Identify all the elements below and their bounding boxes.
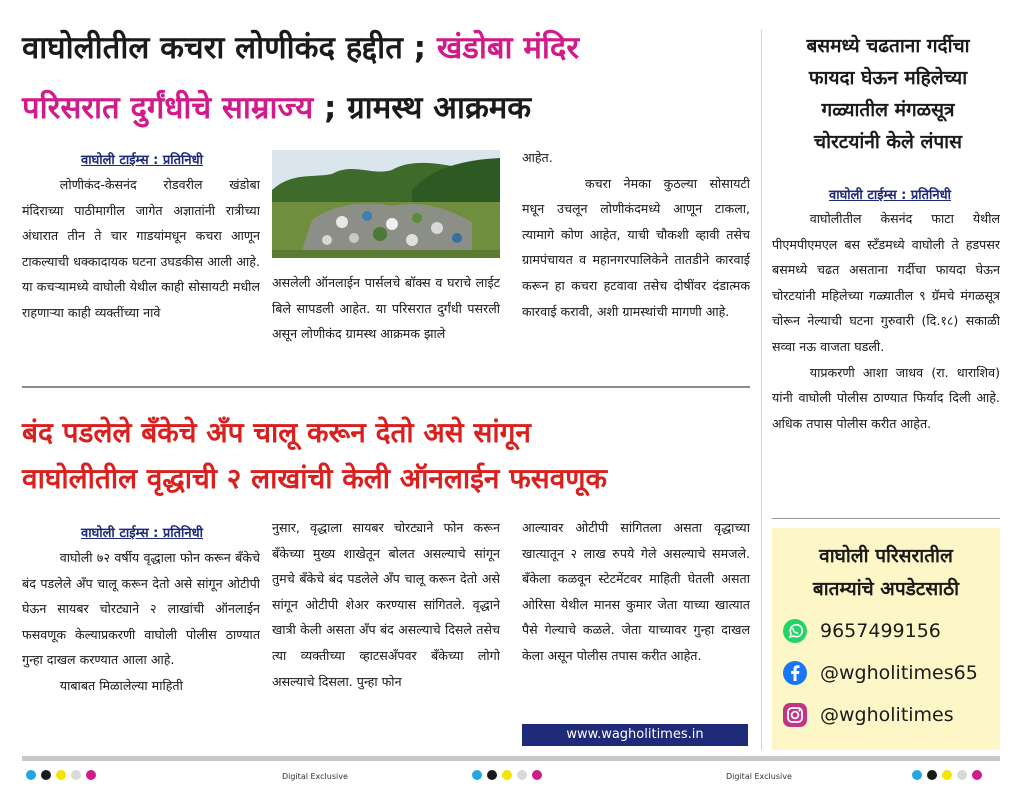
story1-column-3 bbox=[522, 145, 750, 380]
instagram-handle: @wgholitimes bbox=[820, 704, 954, 726]
contact-panel bbox=[772, 528, 1000, 750]
story2-col3-text: आल्यावर ओटीपी सांगितला असता वृद्धाच्या खात्यातून २ लाख रुपये गेले असल्याचे समजले. बँकेला कळवून स्टेटमेंटवर माहिती घेतली असता ओरिसा येथील मानस कुमार जेता याच्या खात्यात पैसे गेल्याचे कळले. जेता याच्यावर गुन्हा दाखल केला असून पोलीस तपास करीत आहेत. bbox=[522, 520, 750, 663]
story3-headline-line1: बसमध्ये चढताना गर्दीचा bbox=[806, 35, 970, 57]
story2-headline-line1: बंद पडलेले बँकेचे अँप चालू करून देतो असे सांगून bbox=[22, 416, 531, 449]
story1-headline-part-d: ; ग्रामस्थ आक्रमक bbox=[324, 90, 532, 126]
magenta-dot bbox=[86, 770, 96, 780]
contact-title-line1: वाघोली परिसरातील bbox=[819, 545, 953, 567]
story1-col1-text: लोणीकंद-केसनंद रोडवरील खंडोबा मंदिराच्या पाठीमागील जागेत अज्ञातांनी रात्रीच्या अंधारात तीन ते चार गाडयांमधून कचरा आणून टाकल्याची धक्कादायक घटना उघडकीस आली आहे. या कचऱ्यामध्ये वाघोली येथील काही सोसायटी मधील राहणाऱ्या काही व्यक्तींच्या नावे bbox=[22, 177, 260, 320]
instagram-icon bbox=[782, 702, 808, 728]
black-dot bbox=[487, 770, 497, 780]
story3-body-text-b: याप्रकरणी आशा जाधव (रा. धाराशिव) यांनी वाघोली पोलीस ठाण्यात फिर्याद दिली आहे. अधिक तपास पोलीस करीत आहेत. bbox=[772, 364, 1000, 431]
facebook-handle: @wgholitimes65 bbox=[820, 662, 978, 684]
whatsapp-row[interactable] bbox=[782, 618, 1000, 644]
story2-col2-text: नुसार, वृद्धाला सायबर चोरट्याने फोन करून बँकेच्या मुख्य शाखेतून बोलत असल्याचे सांगून तुमचे बँकेचे बंद पडलेले अँप चालू करून देतो असे सांगून ओटीपी शेअर करण्यास सांगितले. वृद्धाने खात्री केली असता अँप बंद असल्याचे दिसले तसेच त्या व्यक्तीच्या व्हाटसअँपवर बँकेच्या लोगो असल्याचे दिसला. पुन्हा फोन bbox=[272, 520, 500, 689]
garbage-dump-photo bbox=[272, 150, 500, 258]
website-url[interactable]: www.wagholitimes.in bbox=[522, 724, 748, 746]
color-dots-left bbox=[26, 770, 96, 780]
yellow-dot bbox=[942, 770, 952, 780]
story1-column-2 bbox=[272, 270, 500, 380]
story2-headline-line2: वाघोलीतील वृद्धाची २ लाखांची केली ऑनलाईन फसवणूक bbox=[22, 462, 608, 495]
story2-column-2 bbox=[272, 515, 500, 750]
whatsapp-icon bbox=[782, 618, 808, 644]
story1-col2-text: असलेली ऑनलाईन पार्सलचे बॉक्स व घराचे लाईट बिले सापडली आहेत. या परिसरात दुर्गंधी पसरली असून लोणीकंद ग्रामस्थ आक्रमक झाले bbox=[272, 275, 500, 342]
story2-column-1 bbox=[22, 545, 260, 750]
magenta-dot bbox=[532, 770, 542, 780]
sidebar-divider-bottom bbox=[772, 518, 1000, 519]
story3-headline-line4: चोरटयांनी केले लंपास bbox=[814, 131, 962, 153]
story3-body-text-a: वाघोलीतील केसनंद फाटा येथील पीएमपीएमएल बस स्टँडमध्ये वाघोली ते हडपसर बसमध्ये चढत असताना गर्दीचा फायदा घेऊन चोरटयांनी महिलेच्या गळ्यातील ९ ग्रॅमचे मंगळसूत्र चोरून नेल्याची घटना गुरुवारी (दि.१८) सकाळी सव्वा नऊ वाजता घडली. bbox=[772, 211, 1000, 354]
story3-headline bbox=[768, 30, 1008, 158]
story3-body bbox=[772, 206, 1000, 511]
story1-headline-part-c: परिसरात दुर्गंधीचे साम्राज्य bbox=[22, 90, 314, 126]
color-dots-right bbox=[912, 770, 982, 780]
story2-column-3 bbox=[522, 515, 750, 720]
story3-headline-line3: गळ्यातील मंगळसूत्र bbox=[821, 99, 955, 121]
facebook-icon bbox=[782, 660, 808, 686]
instagram-row[interactable] bbox=[782, 702, 1000, 728]
yellow-dot bbox=[502, 770, 512, 780]
whatsapp-number: 9657499156 bbox=[820, 620, 941, 642]
cyan-dot bbox=[26, 770, 36, 780]
footer-label-right: Digital Exclusive bbox=[726, 772, 792, 781]
footer-label-left: Digital Exclusive bbox=[282, 772, 348, 781]
story1-col3-text-b: कचरा नेमका कुठल्या सोसायटी मधून उचलून लोणीकंदमध्ये आणून टाकला, त्यामागे कोण आहेत, याची चौकशी व्हावी तसेच ग्रामपंचायत व महानगरपालिकेने तातडीने कारवाई करून हा कचरा हटवावा तसेच दोषींवर दंडात्मक कारवाई करावी, अशी ग्रामस्थांची मागणी आहे. bbox=[522, 175, 750, 319]
cyan-dot bbox=[472, 770, 482, 780]
cyan-dot bbox=[912, 770, 922, 780]
story3-headline-line2: फायदा घेऊन महिलेच्या bbox=[808, 67, 968, 89]
magenta-dot bbox=[972, 770, 982, 780]
sidebar-divider bbox=[761, 30, 762, 750]
color-dots-center bbox=[472, 770, 542, 780]
grey-dot bbox=[517, 770, 527, 780]
black-dot bbox=[41, 770, 51, 780]
grey-dot bbox=[71, 770, 81, 780]
story1-headline-line1 bbox=[22, 30, 579, 67]
black-dot bbox=[927, 770, 937, 780]
yellow-dot bbox=[56, 770, 66, 780]
story1-headline-part-b: खंडोबा मंदिर bbox=[436, 30, 580, 66]
section-divider bbox=[22, 386, 750, 388]
story2-col1-text-b: याबाबत मिळालेल्या माहिती bbox=[59, 677, 183, 693]
facebook-row[interactable] bbox=[782, 660, 1000, 686]
grey-dot bbox=[957, 770, 967, 780]
story2-col1-text-a: वाघोली ७२ वर्षीय वृद्धाला फोन करून बँकेचे बंद पडलेले अँप चालू करून देतो असे सांगून ओटीपी घेऊन सायबर चोरट्याने २ लाखांची ऑनलाईन फसवणूक केल्याप्रकरणी वाघोली पोलीस ठाण्यात गुन्हा दाखल करण्यात आला आहे. bbox=[22, 550, 260, 668]
story1-column-1 bbox=[22, 172, 260, 382]
story1-headline-part-a: वाघोलीतील कचरा लोणीकंद हद्दीत ; bbox=[22, 30, 427, 66]
footer-bar bbox=[22, 756, 1000, 761]
story1-byline: वाघोली टाईम्स : प्रतिनिधी bbox=[80, 153, 204, 168]
story2-byline: वाघोली टाईम्स : प्रतिनिधी bbox=[80, 526, 204, 541]
story1-col3-text-a: आहेत. bbox=[522, 150, 553, 165]
story1-headline-line2 bbox=[22, 90, 531, 127]
contact-title-line2: बातम्यांचे अपडेटसाठी bbox=[812, 578, 960, 600]
story3-byline: वाघोली टाईम्स : प्रतिनिधी bbox=[828, 188, 952, 203]
